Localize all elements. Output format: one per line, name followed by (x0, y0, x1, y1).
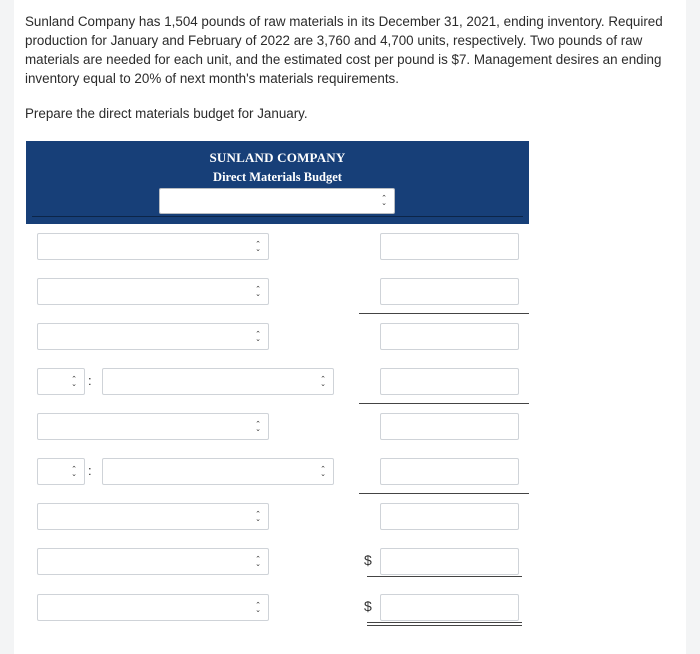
chevron-up-down-icon: ⌃ ⌄ (320, 465, 326, 478)
row-4-amount-input[interactable] (380, 368, 519, 395)
problem-prompt: Prepare the direct materials budget for January. (25, 106, 308, 121)
chevron-up-down-icon: ⌃ ⌄ (255, 601, 261, 614)
budget-header (26, 141, 529, 224)
row-5-amount-input[interactable] (380, 413, 519, 440)
row-9-label-select[interactable] (37, 594, 269, 621)
chevron-up-down-icon: ⌃ ⌄ (255, 240, 261, 253)
subtotal-rule (359, 313, 529, 314)
row-2-amount-input[interactable] (380, 278, 519, 305)
total-rule (367, 576, 522, 577)
date-select[interactable] (159, 188, 395, 214)
chevron-up-down-icon: ⌃ ⌄ (255, 285, 261, 298)
problem-text: Sunland Company has 1,504 pounds of raw materials in its December 31, 2021, ending inventory. Required production for January and February of 2022 are 3,760 and 4,700 units, respectively. Two pounds of raw materials are needed for each unit, and the estimated cost per pound is $7. Management desires an ending inventory equal to 20% of next month's materials requirements. (25, 14, 663, 86)
row-7-label-select[interactable] (37, 503, 269, 530)
chevron-up-down-icon: ⌃ ⌄ (71, 465, 77, 478)
grand-total-rule-2 (367, 625, 522, 626)
chevron-up-down-icon: ⌃ ⌄ (255, 555, 261, 568)
row-6-amount-input[interactable] (380, 458, 519, 485)
row-1-label-select[interactable] (37, 233, 269, 260)
chevron-up-down-icon: ⌃ ⌄ (255, 510, 261, 523)
budget-title: Direct Materials Budget (213, 170, 342, 184)
row-5-label-select[interactable] (37, 413, 269, 440)
row-1-amount-input[interactable] (380, 233, 519, 260)
row-6-label-select[interactable] (102, 458, 334, 485)
row-3-amount-input[interactable] (380, 323, 519, 350)
row-4-qty-select[interactable] (37, 368, 85, 395)
row-2-label-select[interactable] (37, 278, 269, 305)
row-4-label-select[interactable] (102, 368, 334, 395)
chevron-up-down-icon: ⌃ ⌄ (71, 375, 77, 388)
row-8-amount-input[interactable] (380, 548, 519, 575)
subtotal-rule (359, 403, 529, 404)
company-name: SUNLAND COMPANY (209, 150, 346, 165)
chevron-up-down-icon: ⌃ ⌄ (320, 375, 326, 388)
header-divider (32, 216, 523, 217)
chevron-up-down-icon: ⌃ ⌄ (255, 330, 261, 343)
row-7-amount-input[interactable] (380, 503, 519, 530)
subtotal-rule (359, 493, 529, 494)
row-6-qty-select[interactable] (37, 458, 85, 485)
row-3-label-select[interactable] (37, 323, 269, 350)
row-8-label-select[interactable] (37, 548, 269, 575)
row-6-colon: : (88, 463, 92, 478)
chevron-up-down-icon: ⌃ ⌄ (255, 420, 261, 433)
row-9-dollar-sign: $ (364, 598, 372, 614)
chevron-up-down-icon: ⌃ ⌄ (381, 195, 387, 207)
row-8-dollar-sign: $ (364, 552, 372, 568)
row-4-colon: : (88, 373, 92, 388)
row-9-amount-input[interactable] (380, 594, 519, 621)
grand-total-rule-1 (367, 622, 522, 623)
